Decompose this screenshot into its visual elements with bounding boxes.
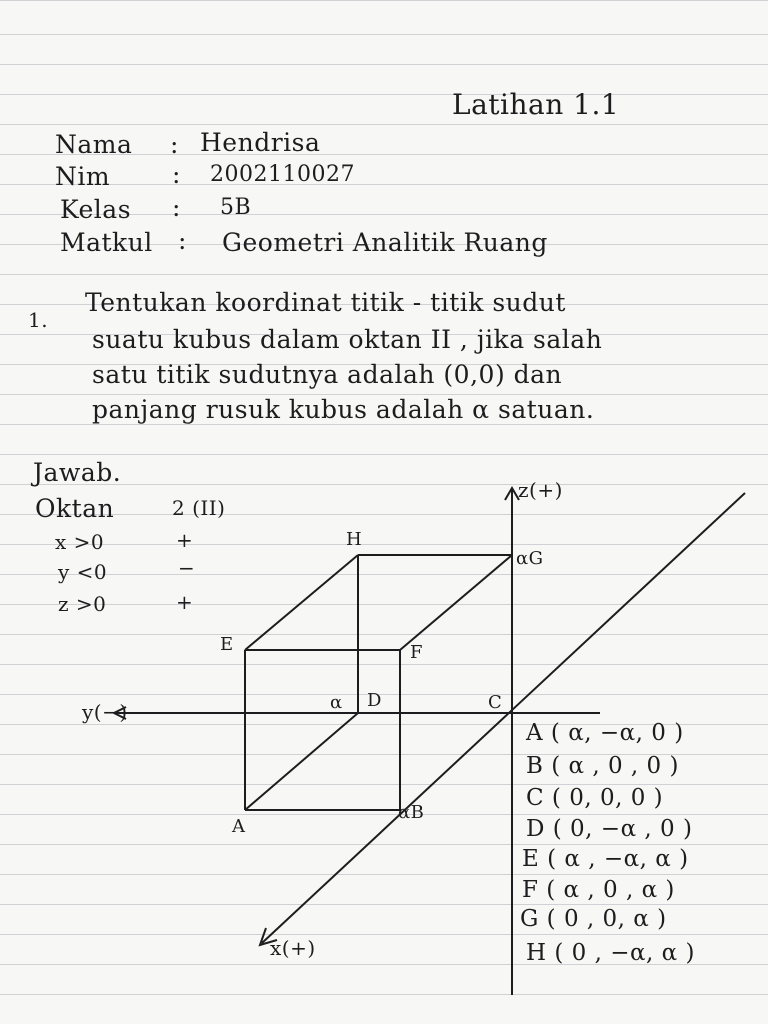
matkul-label: Matkul (60, 228, 153, 257)
sign-y-value: − (178, 556, 196, 580)
sign-x-value: + (176, 528, 194, 552)
vertex-C-label: C (488, 692, 503, 713)
answer-heading: Jawab. (33, 458, 122, 487)
coordinate-F: F ( α , 0 , α ) (522, 877, 675, 903)
sign-z-label: z >0 (58, 592, 107, 616)
sign-z-value: + (176, 590, 194, 614)
coordinate-C: C ( 0, 0, 0 ) (526, 785, 664, 811)
question-line: panjang rusuk kubus adalah α satuan. (92, 395, 595, 424)
z-axis-label: z(+) (518, 478, 563, 502)
question-number: 1. (28, 308, 49, 332)
x-axis-line (262, 493, 745, 943)
y-axis-label: y(−) (82, 700, 128, 724)
coordinate-B: B ( α , 0 , 0 ) (526, 753, 679, 779)
nim-separator: : (172, 160, 181, 189)
vertex-B-label: αB (398, 802, 425, 823)
edge-AD (245, 713, 358, 810)
nama-value: Hendrisa (200, 128, 321, 157)
nama-label: Nama (55, 130, 133, 159)
vertex-F-label: F (410, 642, 423, 663)
sign-x-label: x >0 (55, 530, 105, 554)
matkul-separator: : (178, 226, 187, 255)
kelas-label: Kelas (60, 195, 132, 224)
edge-FG (400, 555, 512, 650)
page-title: Latihan 1.1 (452, 88, 620, 121)
coordinate-A: A ( α, −α, 0 ) (526, 720, 684, 746)
question-line: satu titik sudutnya adalah (0,0) dan (92, 360, 563, 389)
sign-y-label: y <0 (58, 560, 108, 584)
coordinate-E: E ( α , −α, α ) (522, 846, 689, 872)
question-line: Tentukan koordinat titik - titik sudut (85, 288, 566, 317)
x-axis-label: x(+) (270, 936, 316, 960)
nama-separator: : (170, 130, 179, 159)
vertex-G-label: αG (516, 548, 544, 569)
coordinate-D: D ( 0, −α , 0 ) (526, 816, 693, 842)
matkul-value: Geometri Analitik Ruang (222, 228, 548, 257)
nim-label: Nim (55, 162, 111, 191)
vertex-A-label: A (232, 816, 246, 837)
vertex-H-label: H (346, 529, 363, 550)
vertex-D-alpha-label: α (330, 692, 343, 713)
octant-value: 2 (II) (172, 496, 226, 520)
octant-label: Oktan (35, 494, 115, 523)
nim-value: 2002110027 (210, 162, 355, 187)
coordinate-G: G ( 0 , 0, α ) (520, 906, 667, 932)
kelas-value: 5B (220, 195, 252, 220)
vertex-E-label: E (220, 634, 234, 655)
coordinate-H: H ( 0 , −α, α ) (526, 940, 695, 966)
question-line: suatu kubus dalam oktan II , jika salah (92, 325, 603, 354)
vertex-D-label: D (367, 690, 382, 711)
edge-EH (245, 555, 358, 650)
kelas-separator: : (172, 193, 181, 222)
